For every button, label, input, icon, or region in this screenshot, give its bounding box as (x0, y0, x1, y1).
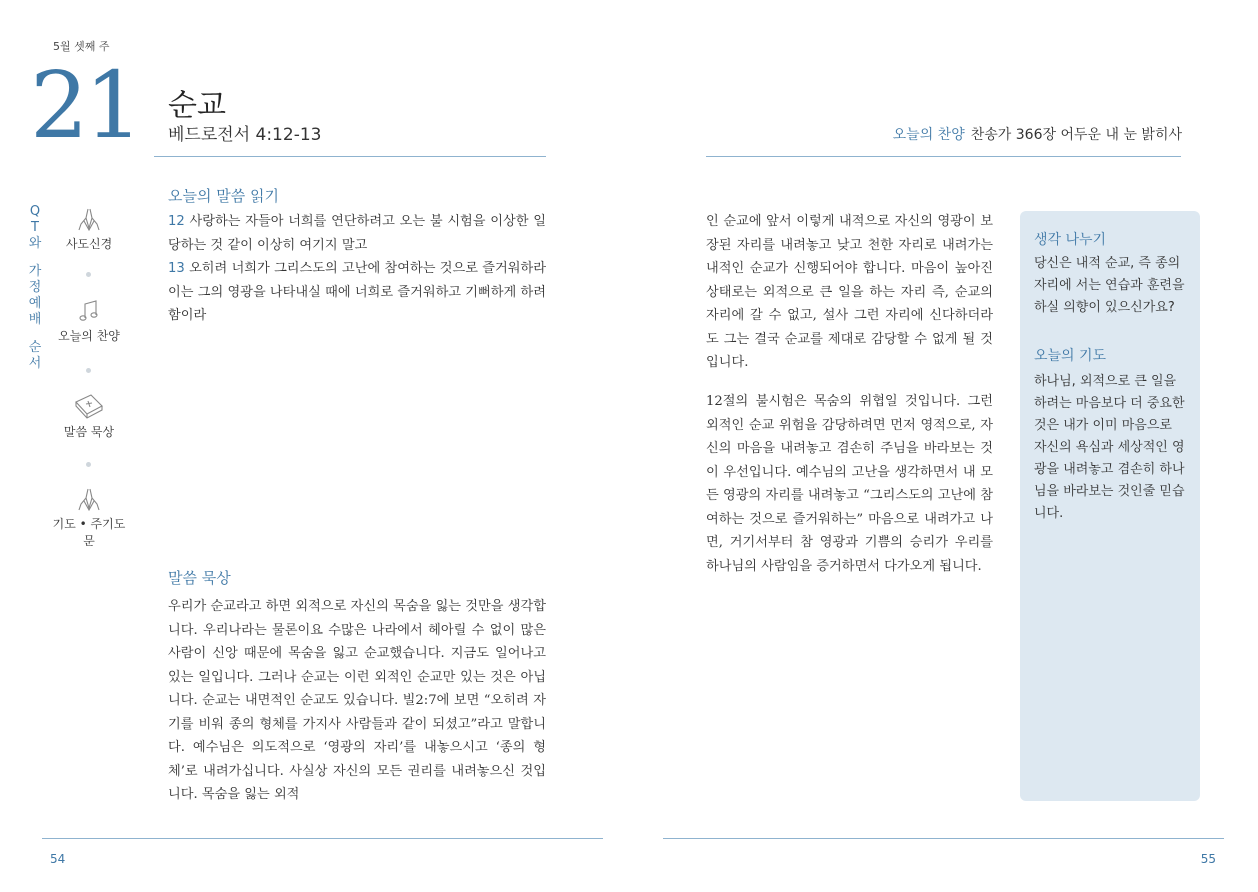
meditation-paragraph-right-1: 인 순교에 앞서 이렇게 내적으로 자신의 영광이 보장된 자리를 내려놓고 낮고 천한 자리로 내려가는 내적인 순교가 신행되어야 합니다. 마음이 높아진 상태로는 외적으로 큰 일을 하는 자리 즉, 순교의 자리에 갈 수 없고, 설사 그런 자리에 신다하더라도 그는 결국 순교를 제대로 감당할 수 없게 될 것입니다. (706, 214, 993, 370)
bible-icon (73, 392, 105, 420)
footer-divider-right (663, 838, 1224, 839)
prayer-heading: 오늘의 기도 (1034, 348, 1107, 364)
scripture-reference: 베드로전서 4:12-13 (168, 125, 322, 145)
reading-heading: 오늘의 말씀 읽기 (168, 187, 279, 205)
footer-divider-left (42, 838, 603, 839)
day-number: 21 (30, 52, 140, 159)
verse-number: 13 (168, 261, 185, 276)
step-todays-praise (50, 298, 128, 344)
praise-song: 찬송가 366장 어두운 내 눈 밝히사 (970, 127, 1182, 143)
verse-12: 12 사랑하는 자들아 너희를 연단하려고 오는 불 시험을 이상한 일 당하는 것 같이 이상히 여기지 말고 (168, 214, 546, 253)
verse-number: 12 (168, 214, 185, 229)
meditation-paragraph-right-2: 12절의 불시험은 목숨의 위협일 것입니다. 그런 외적인 순교 위험을 감당하려면 먼저 영적으로, 자신의 마음을 내려놓고 겸손히 주님을 바라보는 것이 우선입니다. 예수님의 고난을 생각하면서 내 모든 영광의 자리를 내려놓고 “그리스도의 고난에 참여하는 것으로 즐거워하는” 마음으로 내려가고 나면, 거기서부터 참 영광과 기쁨의 승리가 우리를 하나님의 사람임을 증거하면서 다가오게 됩니다. (706, 394, 993, 574)
verse-13: 13 오히려 너희가 그리스도의 고난에 참여하는 것으로 즐거워하라 이는 그의 영광을 나타내실 때에 너희로 즐거워하고 기뻐하게 하려 함이라 (168, 261, 546, 323)
step-apostles-creed (50, 206, 128, 252)
praying-hands-icon (75, 486, 103, 512)
meditation-heading: 말씀 묵상 (168, 569, 231, 587)
reflection-box (1020, 211, 1200, 801)
header-divider-right (706, 156, 1181, 157)
step-prayer (50, 486, 128, 549)
page-number-left: 54 (50, 852, 66, 866)
week-label: 5월 셋째 주 (53, 40, 110, 53)
page-title: 순교 (168, 88, 226, 123)
praying-hands-icon (75, 206, 103, 232)
step-separator-dot (86, 368, 91, 373)
header-divider-left (154, 156, 546, 157)
vertical-order-label: Q T 와 가 정 예 배 순 서 (28, 204, 42, 371)
share-text: 당신은 내적 순교, 즉 종의 자리에 서는 연습과 훈련을 하실 의향이 있으신가요? (1034, 256, 1185, 315)
meditation-paragraph-left: 우리가 순교라고 하면 외적으로 자신의 목숨을 잃는 것만을 생각합니다. 우리나라는 물론이요 수많은 나라에서 헤아릴 수 없이 많은 사람이 신앙 때문에 목숨을 잃고 순교했습니다. 지금도 일어나고 있는 일입니다. 그러나 순교는 이런 외적인 순교만 있는 것은 아닙니다. 순교는 내면적인 순교도 있습니다. 빌2:7에 보면 “오히려 자기를 비워 종의 형체를 가지사 사람들과 같이 되셨고”라고 말합니다. 예수님은 의도적으로 ‘영광의 자리’를 내놓으시고 ‘종의 형체’로 내려가십니다. 사실상 자신의 모든 권리를 내려놓으신 것입니다. 목숨을 잃는 외적 (168, 599, 546, 802)
reading-text (168, 210, 546, 328)
step-label: 말씀 묵상 (63, 425, 115, 439)
prayer-text: 하나님, 외적으로 큰 일을 하려는 마음보다 더 중요한 것은 내가 이미 마음으로 자신의 욕심과 세상적인 영광을 내려놓고 겸손히 하나님을 바라보는 것인줄 믿습니다. (1034, 374, 1185, 521)
step-separator-dot (86, 272, 91, 277)
page-number-right: 55 (1200, 852, 1216, 866)
step-label: 사도신경 (65, 237, 113, 251)
praise-line (893, 124, 1182, 144)
praise-label: 오늘의 찬양 (892, 127, 965, 143)
step-separator-dot (86, 462, 91, 467)
music-note-icon (77, 298, 101, 324)
step-label: 기도 • 주기도문 (52, 517, 126, 548)
step-word-meditation (50, 392, 128, 440)
step-label: 오늘의 찬양 (58, 329, 120, 343)
share-heading: 생각 나누기 (1034, 232, 1107, 248)
